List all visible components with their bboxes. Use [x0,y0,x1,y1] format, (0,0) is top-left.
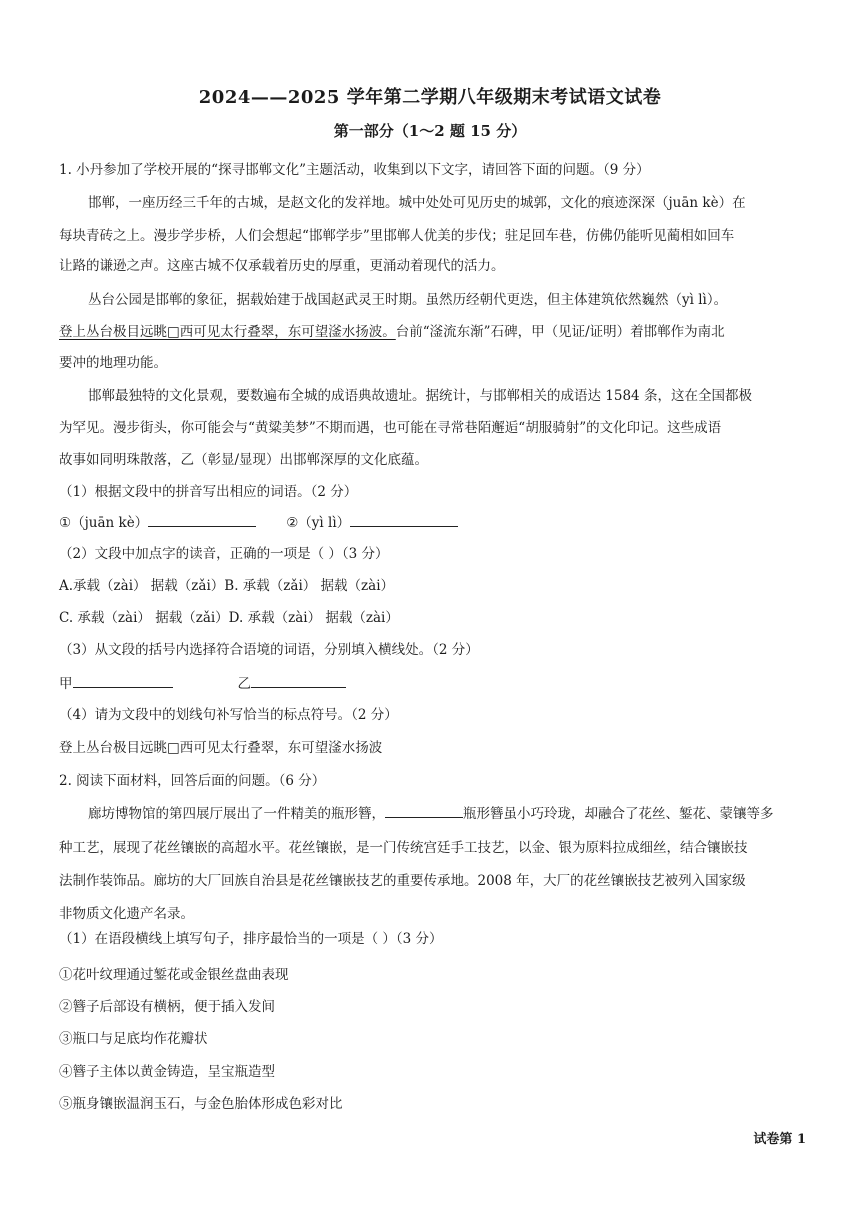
q2-option: ③瓶口与足底均作花瓣状 [59,1031,208,1047]
underlined-sentence: 登上丛台极目远眺□西可见太行叠翠，东可望滏水扬波。 [59,324,396,340]
q2-option: ②簪子后部设有横柄，便于插入发间 [59,999,275,1015]
q1-passage-line [59,322,809,342]
q2-passage-line [88,803,810,824]
q1-passage-line: 邯郸最独特的文化景观，要数遍布全城的成语典故遗址。据统计，与邯郸相关的成语达 1584 条，这在全国都极 [88,388,752,404]
answer-blank-yi[interactable] [251,673,346,688]
pinyin-b: ②（yì lì） [286,515,351,531]
q1-stem: 1. 小丹参加了学校开展的“探寻邯郸文化”主题活动，收集到以下文字，请回答下面的问题。（9 分） [59,162,650,178]
q2-option: ④簪子主体以黄金铸造，呈宝瓶造型 [59,1064,275,1080]
q1-answer-row-1 [59,512,809,533]
q1-answer-row-3 [59,673,809,694]
q1-option-ab: A.承载（zài） 据载（zǎi）B. 承载（zǎi） 据载（zài） [59,578,395,594]
q2-stem: 2. 阅读下面材料，回答后面的问题。（6 分） [59,773,326,789]
answer-blank-a[interactable] [148,512,256,527]
pinyin-a: ①（juān kè） [59,515,149,531]
q1-option-cd: C. 承载（zài） 据载（zǎi）D. 承载（zài） 据载（zài） [59,610,399,626]
exam-title: 2024——2025 学年第二学期八年级期末考试语文试卷 [198,87,662,108]
section-heading: 第一部分（1～2 题 15 分） [333,122,527,140]
q1-passage-line: 邯郸，一座历经三千年的古城，是赵文化的发祥地。城中处处可见历史的城郭，文化的痕迹深深（juān kè）在 [88,195,746,211]
q1-subquestion-2: （2）文段中加点字的读音，正确的一项是（ ）（3 分） [59,546,389,562]
answer-blank-b[interactable] [350,512,458,527]
q2-subquestion-1: （1）在语段横线上填写句子，排序最恰当的一项是（ ）（3 分） [59,931,443,947]
passage-text: 廊坊博物馆的第四展厅展出了一件精美的瓶形簪， [88,806,385,822]
q1-passage-line: 丛台公园是邯郸的象征，据载始建于战国赵武灵王时期。虽然历经朝代更迭，但主体建筑依然巍然（yì lì）。 [88,292,728,308]
passage-text: 瓶形簪虽小巧玲珑，却融合了花丝、錾花、蒙镶等多 [463,806,774,822]
q1-passage-line: 每块青砖之上。漫步学步桥，人们会想起“邯郸学步”里邯郸人优美的步伐；驻足回车巷，仿佛仍能听见蔺相如回车 [59,228,735,244]
q1-subquestion-1: （1）根据文段中的拼音写出相应的词语。（2 分） [59,484,358,500]
passage-text: 台前“滏流东渐”石碑，甲（见证/证明）着邯郸作为南北 [395,324,725,340]
q2-option: ⑤瓶身镶嵌温润玉石，与金色胎体形成色彩对比 [59,1096,343,1112]
q2-passage-line: 法制作装饰品。廊坊的大厂回族自治县是花丝镶嵌技艺的重要传承地。2008 年，大厂的花丝镶嵌技艺被列入国家级 [59,873,746,889]
q1-subquestion-4: （4）请为文段中的划线句补写恰当的标点符号。（2 分） [59,707,398,723]
q1-passage-line: 让路的谦逊之声。这座古城不仅承载着历史的厚重，更涌动着现代的活力。 [59,258,505,274]
q2-passage-line: 种工艺，展现了花丝镶嵌的高超水平。花丝镶嵌，是一门传统宫廷手工技艺，以金、银为原料拉成细丝，结合镶嵌技 [59,840,748,856]
q1-passage-line: 为罕见。漫步街头，你可能会与“黄粱美梦”不期而遇，也可能在寻常巷陌邂逅“胡服骑射”的文化印记。这些成语 [59,420,722,436]
q1-passage-line: 故事如同明珠散落，乙（彰显/显现）出邯郸深厚的文化底蕴。 [59,452,429,468]
q1-subquestion-3: （3）从文段的括号内选择符合语境的词语，分别填入横线处。（2 分） [59,642,479,658]
q2-passage-line: 非物质文化遗产名录。 [59,906,194,922]
label-yi: 乙 [237,676,251,692]
answer-blank-q2[interactable] [385,803,463,818]
q2-option: ①花叶纹理通过錾花或金银丝盘曲表现 [59,967,289,983]
answer-blank-jia[interactable] [73,673,173,688]
page-footer: 试卷第 1 [753,1132,806,1147]
q1-passage-line: 要冲的地理功能。 [59,355,167,371]
q1-punctuation-line: 登上丛台极目远眺□西可见太行叠翠，东可望滏水扬波 [59,740,383,756]
label-jia: 甲 [59,676,73,692]
